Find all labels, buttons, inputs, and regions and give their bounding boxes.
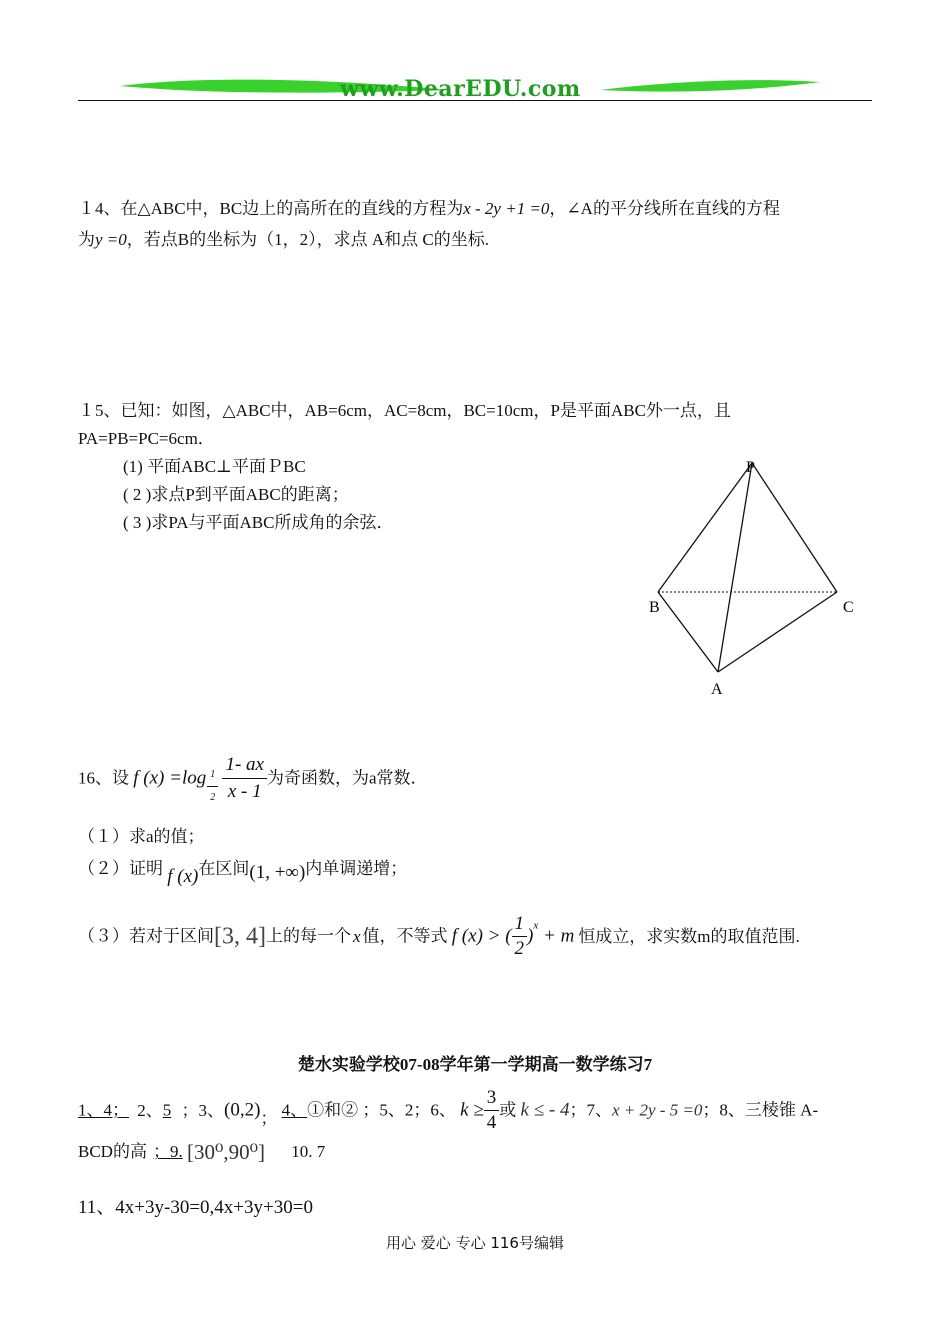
q16-part3-c: 值，不等式: [362, 926, 448, 946]
q14-equation-1: x - 2y +1 =0: [463, 199, 550, 218]
q16-function: f (x) =log: [133, 767, 207, 789]
answer-7-equation: x + 2y - 5 =0: [611, 1100, 703, 1120]
q16-part3-interval: [3, 4]: [214, 923, 266, 950]
site-logo-text: www.DearEDU.com: [340, 76, 581, 102]
label-c: C: [843, 599, 854, 616]
answer-2-label: 2、: [137, 1100, 163, 1120]
header-rule: [78, 100, 872, 101]
q14-line2: [78, 229, 489, 251]
q16-part3-ineq-a: f (x) > (: [451, 925, 512, 947]
q16-intro-b: 为奇函数，为a常数．: [266, 768, 428, 788]
q15-line2: PA=PB=PC=6cm．: [78, 429, 215, 448]
q16-log-base: $\frac{1}{2}$: [207, 764, 218, 809]
label-b: B: [649, 599, 660, 616]
edge-ab: [658, 592, 718, 672]
q16-part3-ineq-b: ): [527, 925, 534, 947]
answers-line-2: [78, 1140, 325, 1180]
answer-1: 1、4；: [78, 1100, 129, 1120]
answer-3-sep: ；: [260, 1108, 278, 1128]
q14-equation-2: y =0: [95, 230, 127, 249]
tetrahedron-figure: [640, 455, 870, 705]
q16-part3-half: $\frac{1}{2}$: [512, 912, 528, 961]
q16-part3-x: x: [352, 926, 361, 946]
q14-line1: [78, 198, 780, 220]
q14-text-b: ，∠A的平分线所在直线的方程: [549, 199, 780, 218]
q16-intro-a: 16、设: [78, 768, 129, 788]
q16-intro: [78, 752, 428, 812]
answer-3-value: (0,2): [224, 1099, 261, 1121]
q16-part3-d: 恒成立，求实数m的取值范围.: [578, 926, 800, 946]
answer-3-label: ；3、: [181, 1100, 224, 1120]
q16-part2-b: 在区间: [198, 859, 250, 878]
q16-part-1: （１）求a的值；: [78, 827, 205, 846]
answer-4-label: 4、: [281, 1100, 308, 1120]
answer-7-label: ；7、: [569, 1100, 612, 1120]
q15-item-3: ( 3 )求PA与平面ABC所成角的余弦．: [123, 513, 394, 532]
edge-pa: [718, 463, 752, 672]
q16-part2-f: f (x): [167, 866, 199, 887]
answer-9-value: [30⁰,90⁰]: [186, 1140, 266, 1165]
answer-10: 10. 7: [291, 1142, 326, 1162]
page-footer: 用心 爱心 专心 116号编辑: [386, 1234, 564, 1252]
edge-pb: [658, 463, 752, 592]
q14-text-a: １4、在△ABC中，BC边上的高所在的直线的方程为: [78, 199, 464, 218]
edge-ac: [718, 592, 837, 672]
q16-part-3: [78, 912, 800, 964]
q16-part3-exp: x: [533, 919, 539, 932]
answer-8-label: ；8、三棱锥 A-: [702, 1100, 819, 1120]
q16-part2-interval: (1, +∞): [249, 862, 306, 883]
answer-6-k1: k ≥: [460, 1099, 484, 1121]
q15-line1: １5、已知：如图，△ABC中，AB=6cm，AC=8cm，BC=10cm，P是平面ABC外一点，且: [78, 401, 731, 420]
q16-part-2: [78, 858, 408, 887]
answer-9-label: ；9.: [152, 1142, 183, 1162]
q14-text-d: ，若点B的坐标为（1，2），求点 A和点 C的坐标.: [126, 230, 489, 249]
answer-11: 11、4x+3y-30=0,4x+3y+30=0: [78, 1197, 313, 1218]
answer-8-value: BCD的高: [78, 1142, 147, 1162]
answer-6-or: 或: [499, 1100, 517, 1120]
label-a: A: [711, 681, 723, 698]
answers-line-1: [78, 1086, 818, 1136]
q16-part2-c: 内单调递增；: [305, 859, 408, 878]
answer-6-fraction: $\frac{3}{4}$: [484, 1086, 500, 1135]
q16-part3-ineq-c: + m: [538, 925, 575, 947]
q15-item-1: (1) 平面ABC⊥平面ＰBC: [123, 457, 306, 476]
edge-pc: [752, 463, 837, 592]
answer-5-6-label: ；5、2；6、: [362, 1100, 456, 1120]
q14-text-c: 为: [78, 230, 95, 249]
label-p: P: [746, 459, 755, 476]
q15-item-2: ( 2 )求点P到平面ABC的距离；: [123, 485, 349, 504]
q16-part2-a: （２）证明: [78, 859, 163, 878]
answer-4-value: ①和②: [307, 1100, 359, 1120]
q16-fraction: $\frac{1- ax}{x - 1}$: [222, 752, 267, 805]
q16-part3-a: （３）若对于区间: [78, 926, 214, 946]
answers-title: 楚水实验学校07-08学年第一学期高一数学练习7: [297, 1055, 653, 1074]
answer-2-value: 5: [162, 1100, 172, 1120]
q16-part3-b: 上的每一个: [265, 926, 351, 946]
answer-6-k2: k ≤ - 4: [520, 1099, 570, 1121]
